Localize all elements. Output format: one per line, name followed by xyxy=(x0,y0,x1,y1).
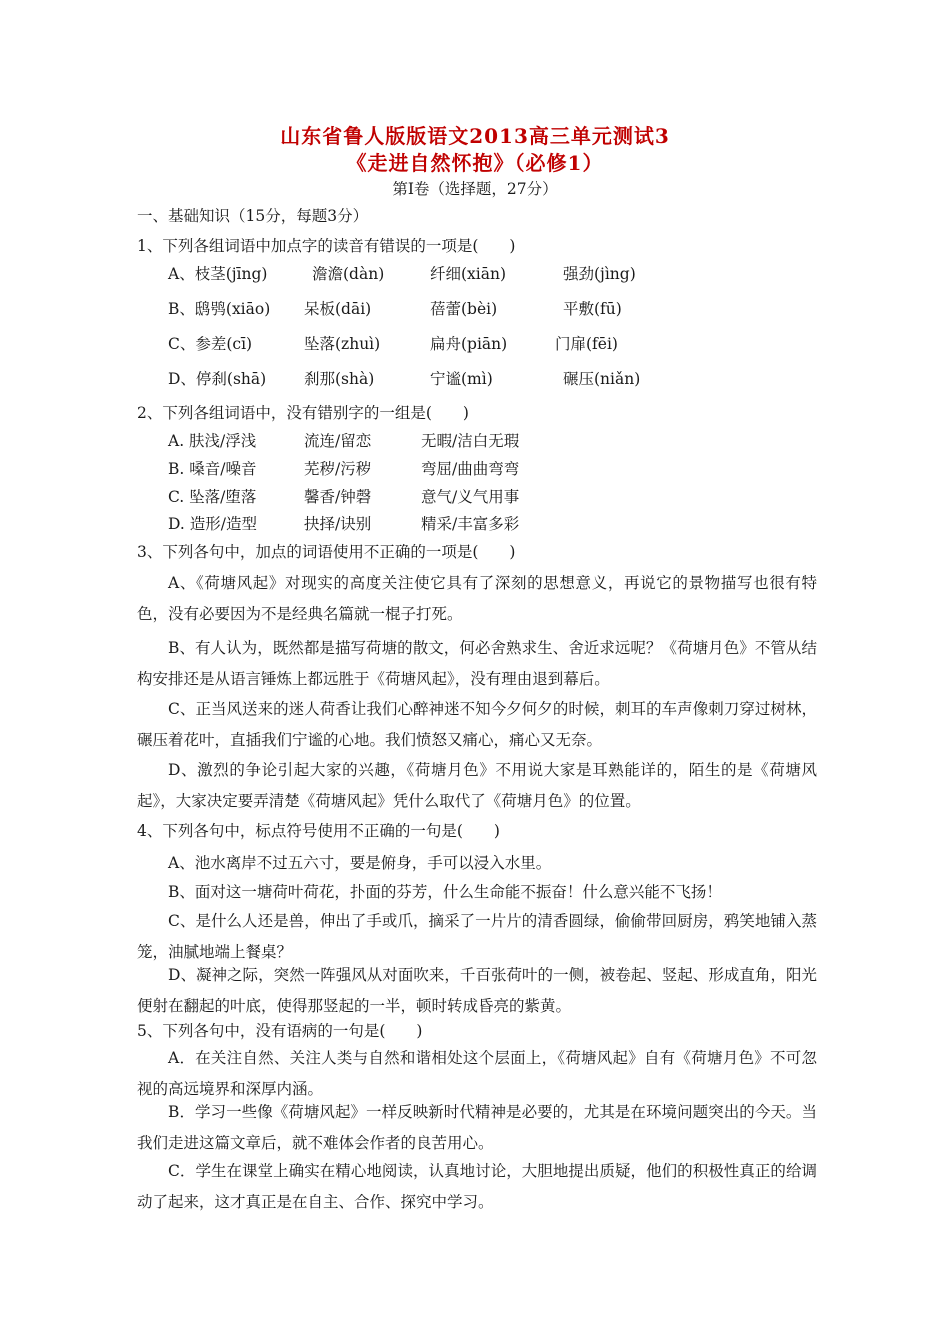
q2-option-c-part-1: C. 坠落/堕落 xyxy=(168,488,257,506)
q1-option-c-word-4: 门扉(fēi) xyxy=(555,335,618,353)
q1-option-c-word-1: C、参差(cī) xyxy=(168,335,253,353)
q2-option-b-part-1: B. 嗓音/噪音 xyxy=(168,460,257,478)
q1-option-a-word-2: 澹澹(dàn) xyxy=(312,265,385,283)
q2-option-b-part-3: 弯屈/曲曲弯弯 xyxy=(421,460,520,478)
q1-option-c-word-2: 坠落(zhuì) xyxy=(304,335,381,353)
section-heading: 一、基础知识（15分，每题3分） xyxy=(137,207,369,225)
q3-option-a: A、《荷塘风起》对现实的高度关注使它具有了深刻的思想意义，再说它的景物描写也很有特色，没有必要因为不是经典名篇就一棍子打死。 xyxy=(137,574,817,623)
q2-option-d-part-3: 精采/丰富多彩 xyxy=(421,515,520,533)
q5-option-b: B．学习一些像《荷塘风起》一样反映新时代精神是必要的，尤其是在环境问题突出的今天。当我们走进这篇文章后，就不难体会作者的良苦用心。 xyxy=(137,1103,817,1152)
volume-heading: 第Ⅰ卷（选择题，27分） xyxy=(392,180,558,198)
q1-option-b-word-3: 蓓蕾(bèi) xyxy=(430,300,498,318)
q2-option-a-part-2: 流连/留恋 xyxy=(304,432,372,450)
q4-option-b: B、面对这一塘荷叶荷花，扑面的芬芳，什么生命能不振奋！什么意兴能不飞扬！ xyxy=(168,883,722,901)
q1-option-a-word-1: A、枝茎(jīng) xyxy=(168,265,268,283)
q4-option-a: A、池水离岸不过五六寸，要是俯身，手可以浸入水里。 xyxy=(168,854,552,872)
q5-option-c: C．学生在课堂上确实在精心地阅读，认真地讨论，大胆地提出质疑，他们的积极性真正的给调动了起来，这才真正是在自主、合作、探究中学习。 xyxy=(137,1162,817,1211)
q1-option-d-word-3: 宁谧(mì) xyxy=(430,370,493,388)
q1-option-b-word-2: 呆板(dāi) xyxy=(304,300,372,318)
q3-option-b: B、有人认为，既然都是描写荷塘的散文，何必舍熟求生、舍近求远呢？《荷塘月色》不管从结构安排还是从语言锤炼上都远胜于《荷塘风起》，没有理由退到幕后。 xyxy=(137,639,817,688)
q1-option-b-word-4: 平敷(fū) xyxy=(563,300,622,318)
q1-option-a-word-4: 强劲(jìng) xyxy=(563,265,636,283)
q2-option-a-part-1: A. 肤浅/浮浅 xyxy=(168,432,257,450)
q2-option-a-part-3: 无暇/洁白无瑕 xyxy=(421,432,520,450)
q2-option-d-part-1: D. 造形/造型 xyxy=(168,515,257,533)
q2-option-b-part-2: 芜秽/污秽 xyxy=(304,460,372,478)
q4-option-d: D、凝神之际，突然一阵强风从对面吹来，千百张荷叶的一侧，被卷起、竖起、形成直角，阳光便射在翻起的叶底，使得那竖起的一半，顿时转成昏亮的紫黄。 xyxy=(137,966,817,1015)
question-4-stem: 4、下列各句中，标点符号使用不正确的一句是( ) xyxy=(137,822,500,840)
q2-option-c-part-3: 意气/义气用事 xyxy=(421,488,520,506)
document-title: 山东省鲁人版版语文2013高三单元测试3 xyxy=(280,124,670,148)
q1-option-b-word-1: B、鸱鸮(xiāo) xyxy=(168,300,271,318)
q1-option-d-word-1: D、停刹(shā) xyxy=(168,370,267,388)
q3-option-d: D、激烈的争论引起大家的兴趣，《荷塘月色》不用说大家是耳熟能详的，陌生的是《荷塘风起》，大家决定要弄清楚《荷塘风起》凭什么取代了《荷塘月色》的位置。 xyxy=(137,761,817,810)
q1-option-d-word-4: 碾压(niǎn) xyxy=(563,370,641,388)
question-2-stem: 2、下列各组词语中，没有错别字的一组是( ) xyxy=(137,404,469,422)
question-1-stem: 1、下列各组词语中加点字的读音有错误的一项是( ) xyxy=(137,237,516,255)
question-5-stem: 5、下列各句中，没有语病的一句是( ) xyxy=(137,1022,423,1040)
q5-option-a: A．在关注自然、关注人类与自然和谐相处这个层面上，《荷塘风起》自有《荷塘月色》不可忽视的高远境界和深厚内涵。 xyxy=(137,1049,817,1098)
q3-option-c: C、正当风送来的迷人荷香让我们心醉神迷不知今夕何夕的时候，刺耳的车声像刺刀穿过树林，碾压着花叶，直插我们宁谧的心地。我们愤怒又痛心，痛心又无奈。 xyxy=(137,700,817,749)
question-3-stem: 3、下列各句中，加点的词语使用不正确的一项是( ) xyxy=(137,543,516,561)
q1-option-c-word-3: 扁舟(piān) xyxy=(430,335,508,353)
document-subtitle: 《走进自然怀抱》（必修1） xyxy=(346,151,604,175)
q1-option-a-word-3: 纤细(xiān) xyxy=(430,265,507,283)
q2-option-c-part-2: 馨香/钟磬 xyxy=(304,488,372,506)
q1-option-d-word-2: 刹那(shà) xyxy=(304,370,375,388)
q2-option-d-part-2: 抉择/诀别 xyxy=(304,515,372,533)
q4-option-c: C、是什么人还是兽，伸出了手或爪，摘采了一片片的清香圆绿，偷偷带回厨房，鸦笑地铺入蒸笼，油腻地端上餐桌？ xyxy=(137,912,817,961)
